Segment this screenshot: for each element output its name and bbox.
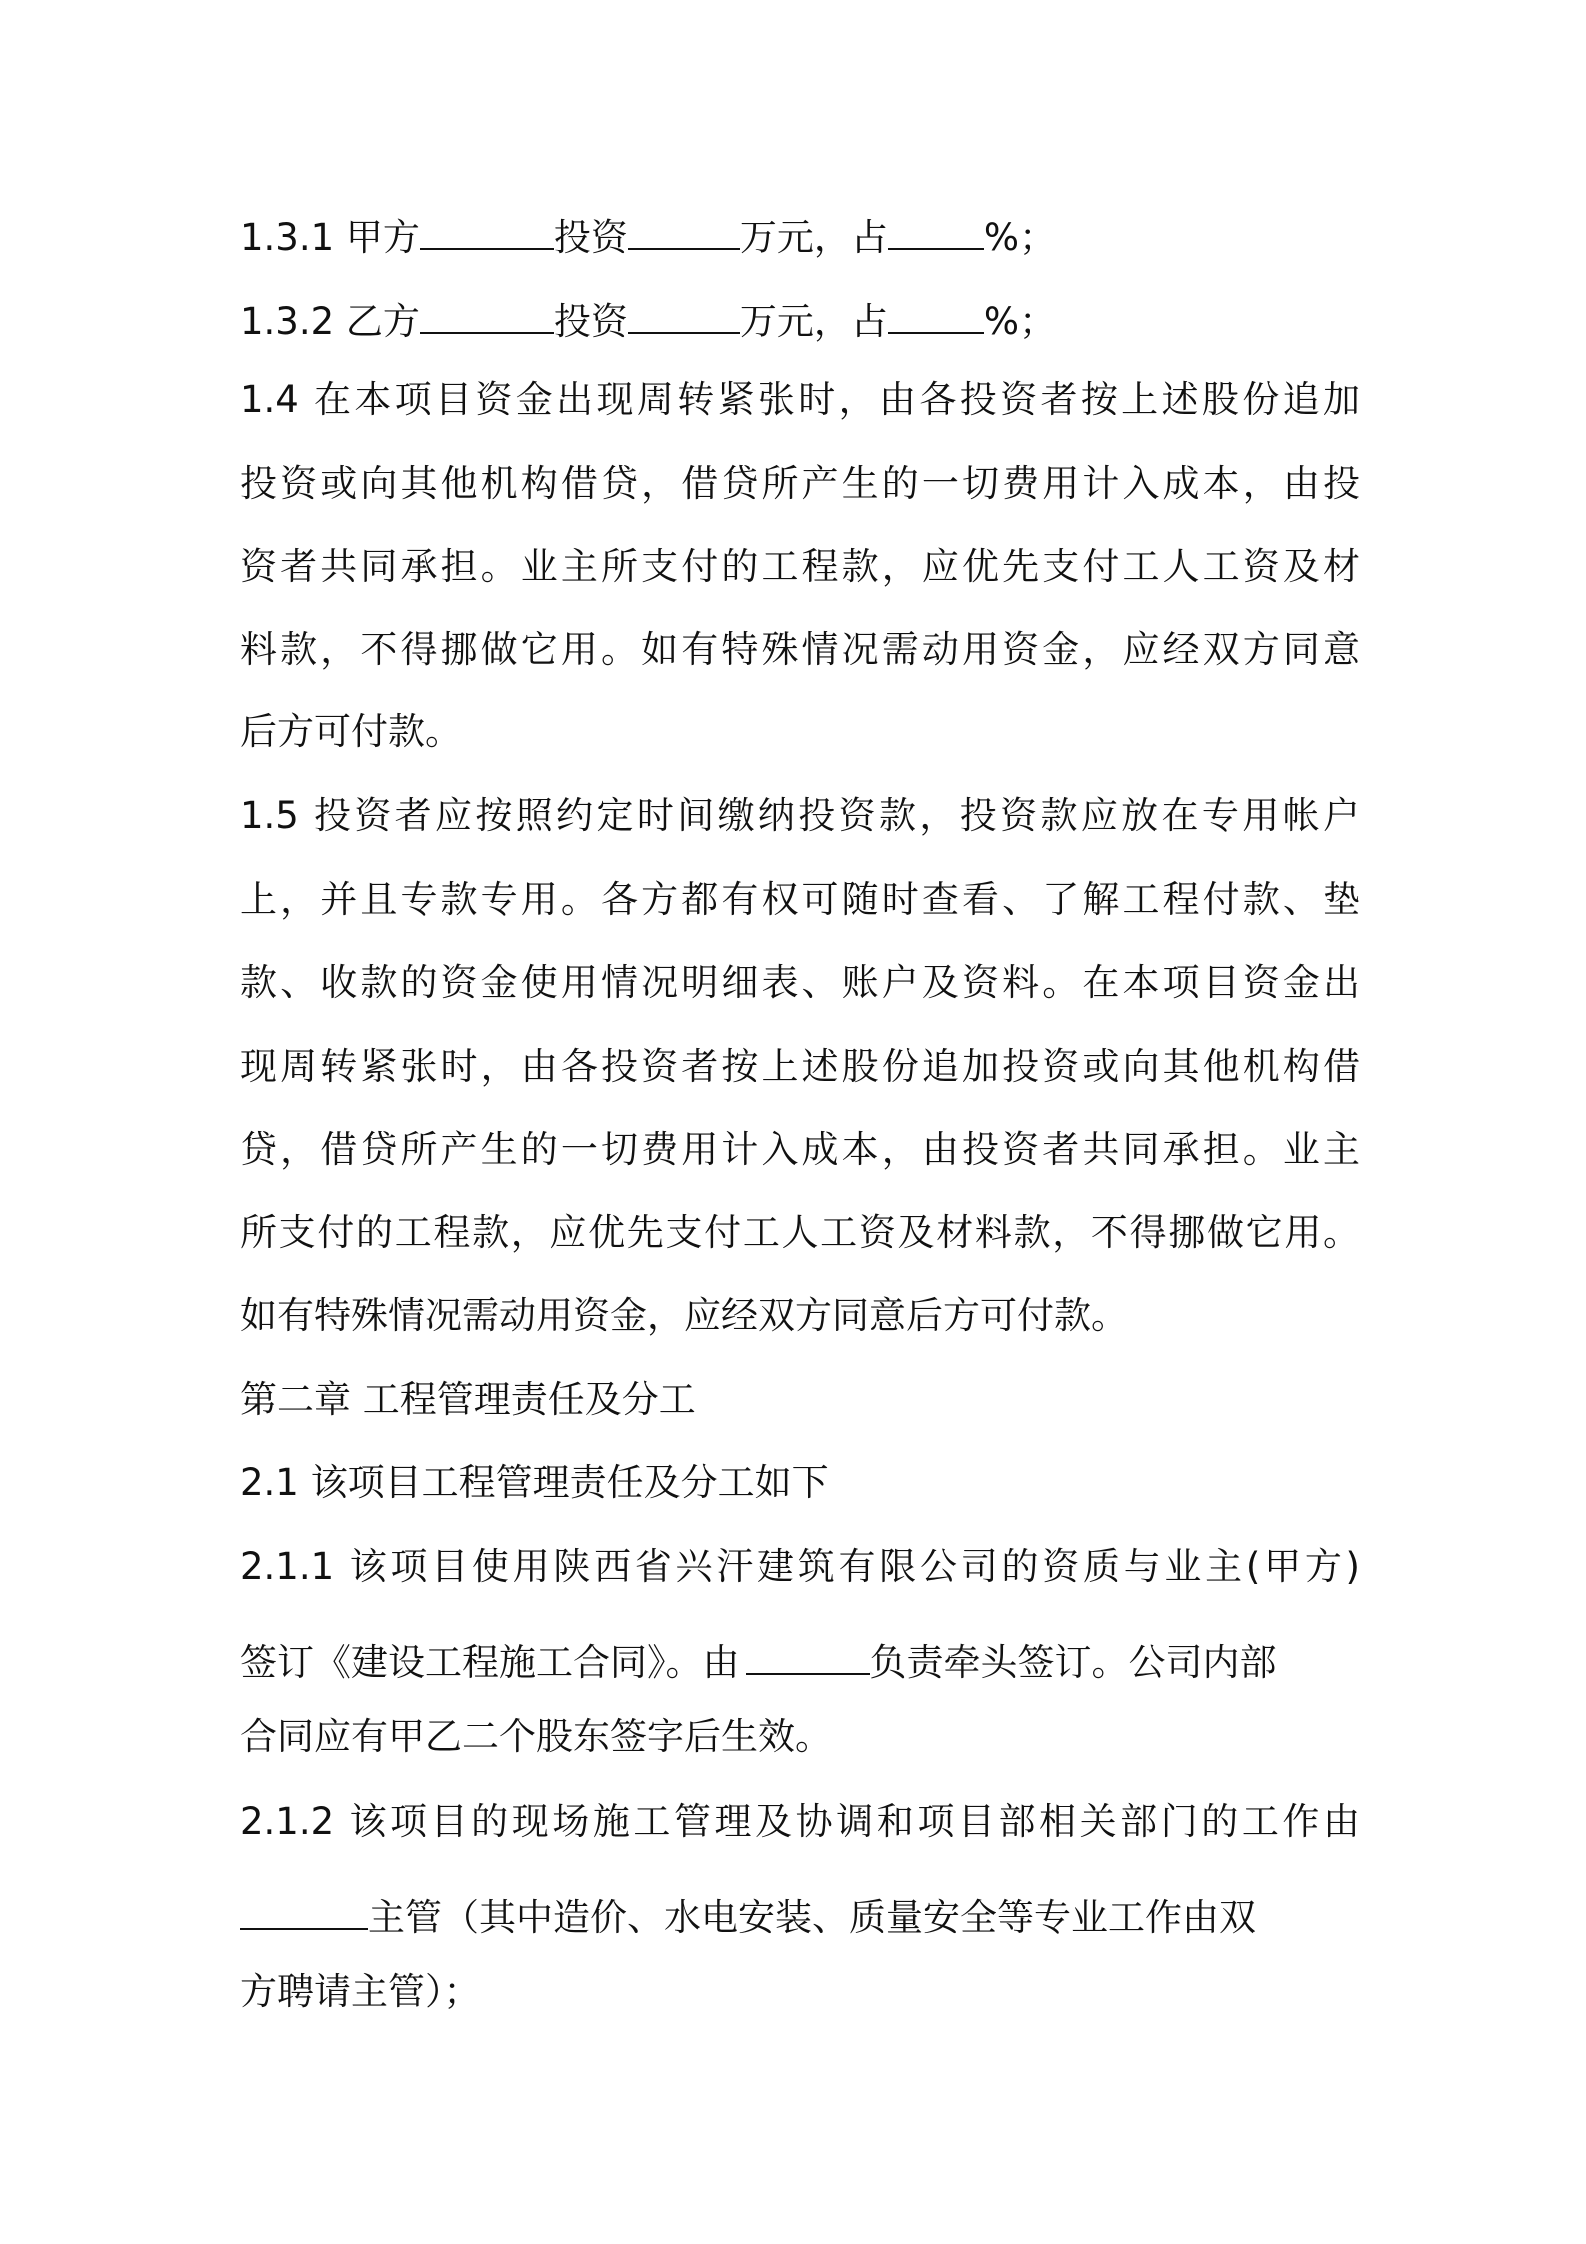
clause-text: 负责牵头签订。公司内部 bbox=[869, 1641, 1277, 1684]
clause-1-3-2 bbox=[240, 294, 1360, 346]
chapter-title: 第二章 工程管理责任及分工 bbox=[240, 1378, 696, 1421]
clause-1-4-line: 后方可付款。 bbox=[240, 710, 462, 753]
party-a-percent-blank bbox=[888, 210, 984, 250]
clause-2-1-2-line: 2.1.2 该项目的现场施工管理及协调和项目部相关部门的工作由 bbox=[240, 1800, 1360, 1843]
signatory-blank bbox=[746, 1635, 870, 1675]
clause-1-5-line: 贷，借贷所产生的一切费用计入成本，由投资者共同承担。业主 bbox=[240, 1128, 1360, 1171]
clause-1-3-1 bbox=[240, 210, 1360, 262]
party-b-amount-blank bbox=[628, 294, 740, 334]
party-b-percent-blank bbox=[888, 294, 984, 334]
clause-2-1-2-line bbox=[240, 1890, 1360, 1942]
clause-2-1-2-line: 方聘请主管）； bbox=[240, 1970, 481, 2013]
clause-text: 主管（其中造价、水电安装、质量安全等专业工作由双 bbox=[368, 1896, 1256, 1939]
clause-1-5-line: 上，并且专款专用。各方都有权可随时查看、了解工程付款、垫 bbox=[240, 878, 1360, 921]
unit-label: 万元，占 bbox=[739, 300, 888, 343]
clause-1-4-line: 料款，不得挪做它用。如有特殊情况需动用资金，应经双方同意 bbox=[240, 628, 1360, 671]
party-a-amount-blank bbox=[628, 210, 740, 250]
party-b-name-blank bbox=[420, 294, 554, 334]
clause-number: 1.3.1 bbox=[240, 216, 335, 259]
clause-1-4-line: 1.4 在本项目资金出现周转紧张时，由各投资者按上述股份追加 bbox=[240, 378, 1360, 421]
clause-1-5-line: 现周转紧张时，由各投资者按上述股份追加投资或向其他机构借 bbox=[240, 1045, 1360, 1088]
clause-number: 1.3.2 bbox=[240, 300, 335, 343]
manager-blank bbox=[240, 1890, 368, 1930]
party-label: 甲方 bbox=[345, 216, 420, 259]
clause-1-5-line: 所支付的工程款，应优先支付工人工资及材料款，不得挪做它用。 bbox=[240, 1211, 1360, 1254]
percent-label: %； bbox=[983, 216, 1057, 259]
clause-text: 签订《建设工程施工合同》。由 bbox=[240, 1641, 740, 1684]
clause-1-4-line: 投资或向其他机构借贷，借贷所产生的一切费用计入成本，由投 bbox=[240, 462, 1360, 505]
clause-2-1-1-line bbox=[240, 1635, 1360, 1687]
clause-1-5-line: 款、收款的资金使用情况明细表、账户及资料。在本项目资金出 bbox=[240, 961, 1360, 1004]
party-a-name-blank bbox=[420, 210, 554, 250]
clause-2-1-1-line: 合同应有甲乙二个股东签字后生效。 bbox=[240, 1715, 832, 1758]
clause-1-5-line: 1.5 投资者应按照约定时间缴纳投资款，投资款应放在专用帐户 bbox=[240, 794, 1360, 837]
clause-2-1: 2.1 该项目工程管理责任及分工如下 bbox=[240, 1461, 829, 1504]
clause-1-5-line: 如有特殊情况需动用资金，应经双方同意后方可付款。 bbox=[240, 1294, 1128, 1337]
clause-1-4-line: 资者共同承担。业主所支付的工程款，应优先支付工人工资及材 bbox=[240, 545, 1360, 588]
invest-label: 投资 bbox=[553, 216, 628, 259]
unit-label: 万元，占 bbox=[739, 216, 888, 259]
party-label: 乙方 bbox=[345, 300, 420, 343]
clause-2-1-1-line: 2.1.1 该项目使用陕西省兴汗建筑有限公司的资质与业主(甲方) bbox=[240, 1545, 1360, 1588]
percent-label: %； bbox=[983, 300, 1057, 343]
invest-label: 投资 bbox=[553, 300, 628, 343]
